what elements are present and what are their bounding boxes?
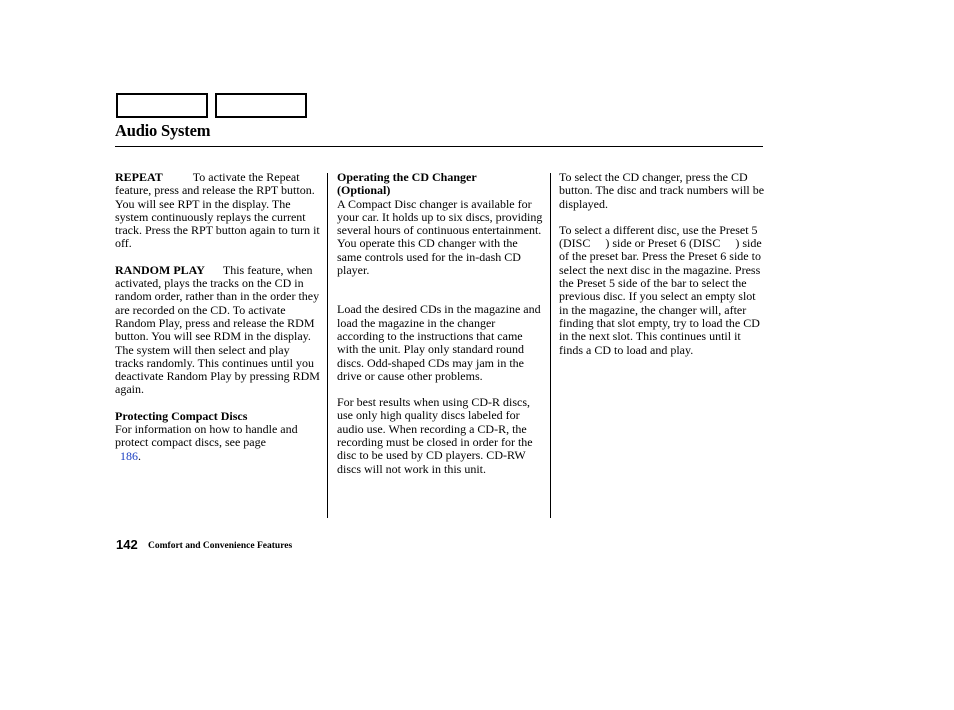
column-divider-2 [550, 173, 551, 518]
page-186-link[interactable]: 186 [120, 448, 138, 463]
column-divider-1 [327, 173, 328, 518]
select-disc-paragraph: To select a different disc, use the Preset 5 (DISC ) side or Preset 6 (DISC ) side of the preset bar. Press the Preset 6 side to select the next disc in the magazine. Press the Preset 5 side of the bar to select the previous disc. If you select an empty slot in the magazine, the changer will, after finding that slot empty, try to load the CD in the next slot. This continues until it finds a CD to load and play. [559, 222, 765, 357]
cd-changer-heading-line2: (Optional) [337, 183, 391, 198]
cd-changer-paragraph-2: Load the desired CDs in the magazine and load the magazine in the changer according to the instructions that came with the unit. Play only standard round discs. Odd-shaped CDs may jam in the drive or cause other problems. [337, 302, 541, 383]
protecting-discs-period: . [138, 448, 141, 463]
cd-changer-paragraph-1: A Compact Disc changer is available for your car. It holds up to six discs, providing several hours of continuous entertainment. You operate this CD changer with the same controls used for the in-dash CD player. [337, 196, 543, 278]
nav-tab-box-2[interactable] [215, 93, 307, 118]
nav-tab-box-1[interactable] [116, 93, 208, 118]
protecting-discs-paragraph [115, 423, 320, 463]
repeat-text: To activate the Repeat feature, press and release the RPT button. You will see RPT in the display. The system continuously replays the current track. Press the RPT button again to turn it off. [115, 170, 320, 251]
page-number: 142 [116, 537, 138, 552]
column-3 [559, 171, 767, 370]
random-play-paragraph [115, 264, 320, 397]
cd-changer-heading-line1: Operating the CD Changer [337, 170, 477, 184]
column-1 [115, 171, 320, 463]
cd-changer-paragraph-3: For best results when using CD-R discs, use only high quality discs labeled for audio use. When recording a CD-R, the recording must be closed in order for the disc to be used by CD players. CD-RW discs will not work in this unit. [337, 395, 533, 476]
protecting-discs-text: For information on how to handle and protect compact discs, see page [115, 422, 298, 450]
page-title: Audio System [115, 121, 211, 140]
repeat-paragraph [115, 171, 320, 251]
random-play-text: This feature, when activated, plays the tracks on the CD in random order, rather than in the order they are recorded on the CD. To activate Random Play, press and release the RDM button. You will see RDM in the display. The system will then select and play tracks randomly. This continues until you deactivate Random Play by pressing RDM again. [115, 262, 320, 397]
section-name: Comfort and Convenience Features [148, 541, 293, 551]
protecting-discs-heading: Protecting Compact Discs [115, 408, 248, 423]
column-2 [337, 171, 543, 489]
select-changer-paragraph: To select the CD changer, press the CD button. The disc and track numbers will be displayed. [559, 170, 765, 211]
title-rule [115, 146, 763, 147]
random-play-heading: RANDOM PLAY [115, 262, 205, 277]
repeat-heading: REPEAT [115, 170, 163, 184]
